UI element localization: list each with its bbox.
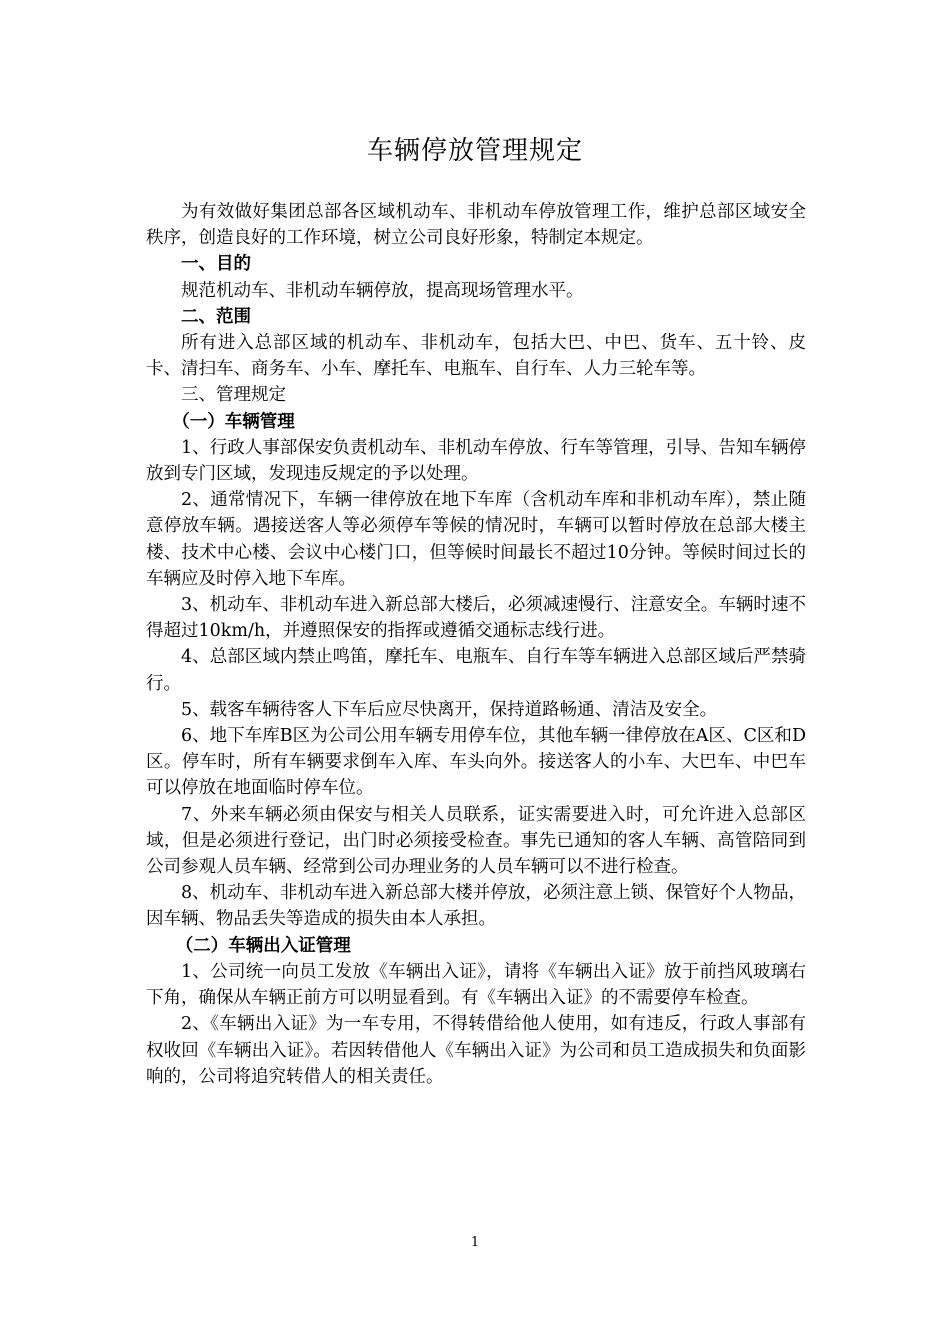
rule-item: 7、外来车辆必须由保安与相关人员联系，证实需要进入时，可允许进入总部区域，但是必须进行登记，出门时必须接受检查。事先已通知的客人车辆、高管陪同到公司参观人员车辆、经常到公司办理业务的人员车辆可以不进行检查。 <box>146 804 806 878</box>
rule-item: 6、地下车库B区为公司公用车辆专用停车位，其他车辆一律停放在A区、C区和D区。停车时，所有车辆要求倒车入库、车头向外。接送客人的小车、大巴车、中巴车可以停放在地面临时停车位。 <box>146 726 806 799</box>
scope-paragraph: 所有进入总部区域的机动车、非机动车，包括大巴、中巴、货车、五十铃、皮卡、清扫车、商务车、小车、摩托车、电瓶车、自行车、人力三轮车等。 <box>146 333 806 380</box>
pass-rule-item: 2、《车辆出入证》为一车专用，不得转借给他人使用，如有违反，行政人事部有权收回《车辆出入证》。若因转借他人《车辆出入证》为公司和员工造成损失和负面影响的，公司将追究转借人的相关责任。 <box>146 1014 806 1087</box>
intro-paragraph: 为有效做好集团总部各区域机动车、非机动车停放管理工作，维护总部区域安全秩序，创造良好的工作环境，树立公司良好形象，特制定本规定。 <box>146 202 806 249</box>
pass-rule-item: 1、公司统一向员工发放《车辆出入证》，请将《车辆出入证》放于前挡风玻璃右下角，确保从车辆正前方可以明显看到。有《车辆出入证》的不需要停车检查。 <box>146 961 806 1009</box>
purpose-paragraph: 规范机动车、非机动车辆停放，提高现场管理水平。 <box>181 280 584 301</box>
document-title: 车辆停放管理规定 <box>366 136 583 166</box>
rule-item: 5、载客车辆待客人下车后应尽快离开，保持道路畅通、清洁及安全。 <box>181 699 718 720</box>
section-heading-scope: 二、范围 <box>181 306 251 327</box>
subsection-heading-pass-management: （二）车辆出入证管理 <box>175 935 351 956</box>
section-heading-rules: 三、管理规定 <box>181 385 286 406</box>
rule-item: 3、机动车、非机动车进入新总部大楼后，必须减速慢行、注意安全。车辆时速不得超过10km/h，并遵照保安的指挥或遵循交通标志线行进。 <box>146 595 806 642</box>
rule-item: 1、行政人事部保安负责机动车、非机动车停放、行车等管理，引导、告知车辆停放到专门区域，发现违反规定的予以处理。 <box>146 437 806 485</box>
section-heading-purpose: 一、目的 <box>181 254 251 275</box>
document-body <box>146 199 806 1090</box>
rule-item: 8、机动车、非机动车进入新总部大楼并停放，必须注意上锁、保管好个人物品，因车辆、物品丢失等造成的损失由本人承担。 <box>146 883 806 930</box>
subsection-heading-vehicle-management: （一）车辆管理 <box>172 411 295 432</box>
page-number: 1 <box>470 1235 480 1250</box>
rule-item: 2、通常情况下，车辆一律停放在地下车库（含机动车库和非机动车库），禁止随意停放车辆。遇接送客人等必须停车等候的情况时，车辆可以暂时停放在总部大楼主楼、技术中心楼、会议中心楼门口，但等候时间最长不超过10分钟。等候时间过长的车辆应及时停入地下车库。 <box>146 490 806 589</box>
rule-item: 4、总部区域内禁止鸣笛，摩托车、电瓶车、自行车等车辆进入总部区域后严禁骑行。 <box>146 647 806 694</box>
